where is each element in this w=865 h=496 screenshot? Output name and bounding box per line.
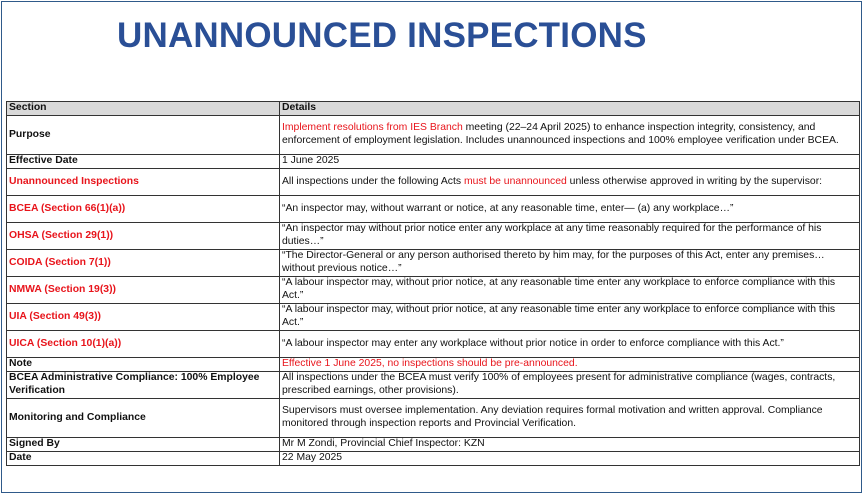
row-bcea [7,196,860,223]
details-monitoring: Supervisors must oversee implementation. Any deviation requires formal motivation and written approval. Compliance monitored through inspection reports and Provincial Verification. [280,399,860,438]
section-nmwa: NMWA (Section 19(3)) [7,277,280,304]
table-header-row [7,102,860,116]
section-unannounced: Unannounced Inspections [7,169,280,196]
row-purpose [7,116,860,155]
header-section: Section [7,102,280,116]
section-ohsa: OHSA (Section 29(1)) [7,223,280,250]
details-bcea: “An inspector may, without warrant or notice, at any reasonable time, enter— (a) any workplace…” [280,196,860,223]
details-ohsa: “An inspector may without prior notice enter any workplace at any time reasonably required for the performance of his duties…” [280,223,860,250]
details-bcea-admin: All inspections under the BCEA must verify 100% of employees present for administrative compliance (wages, contracts, prescribed earnings, other provisions). [280,372,860,399]
details-effective-date: 1 June 2025 [280,155,860,169]
section-uia: UIA (Section 49(3)) [7,304,280,331]
section-bcea-admin: BCEA Administrative Compliance: 100% Employee Verification [7,372,280,399]
row-ohsa [7,223,860,250]
row-monitoring [7,399,860,438]
unannounced-text-before: All inspections under the following Acts [282,175,464,187]
details-uia: “A labour inspector may, without prior notice, at any reasonable time enter any workplace to enforce compliance with this Act.” [280,304,860,331]
row-uia [7,304,860,331]
details-signed-by: Mr M Zondi, Provincial Chief Inspector: KZN [280,438,860,452]
section-uica: UICA (Section 10(1)(a)) [7,331,280,358]
details-nmwa: “A labour inspector may, without prior notice, at any reasonable time enter any workplace to enforce compliance with this Act.” [280,277,860,304]
section-date: Date [7,452,280,466]
section-monitoring: Monitoring and Compliance [7,399,280,438]
details-uica: “A labour inspector may enter any workplace without prior notice in order to enforce compliance with this Act.” [280,331,860,358]
row-note [7,358,860,372]
row-coida [7,250,860,277]
header-details: Details [280,102,860,116]
purpose-highlight: Implement resolutions from IES Branch [282,122,463,134]
section-bcea: BCEA (Section 66(1)(a)) [7,196,280,223]
section-signed-by: Signed By [7,438,280,452]
row-signed-by [7,438,860,452]
unannounced-text-after: unless otherwise approved in writing by the supervisor: [566,175,823,187]
details-unannounced [280,169,860,196]
purpose-text: meeting (22–24 April 2025) to enhance inspection integrity, consistency, and enforcement of employment legislation. Includes unannounced inspections and 100% employee verification under BCEA. [282,122,839,146]
page-title: UNANNOUNCED INSPECTIONS [117,16,647,55]
section-effective-date: Effective Date [7,155,280,169]
row-nmwa [7,277,860,304]
row-bcea-admin [7,372,860,399]
inspections-table [6,101,860,466]
unannounced-highlight: must be unannounced [463,175,567,187]
details-purpose [280,116,860,155]
details-date: 22 May 2025 [280,452,860,466]
row-uica [7,331,860,358]
section-purpose: Purpose [7,116,280,155]
details-coida: “The Director-General or any person authorised thereto by him may, for the purposes of this Act, enter any premises… without previous notice…” [280,250,860,277]
section-note: Note [7,358,280,372]
details-note: Effective 1 June 2025, no inspections should be pre-announced. [280,358,860,372]
section-coida: COIDA (Section 7(1)) [7,250,280,277]
row-date [7,452,860,466]
row-effective-date [7,155,860,169]
row-unannounced [7,169,860,196]
